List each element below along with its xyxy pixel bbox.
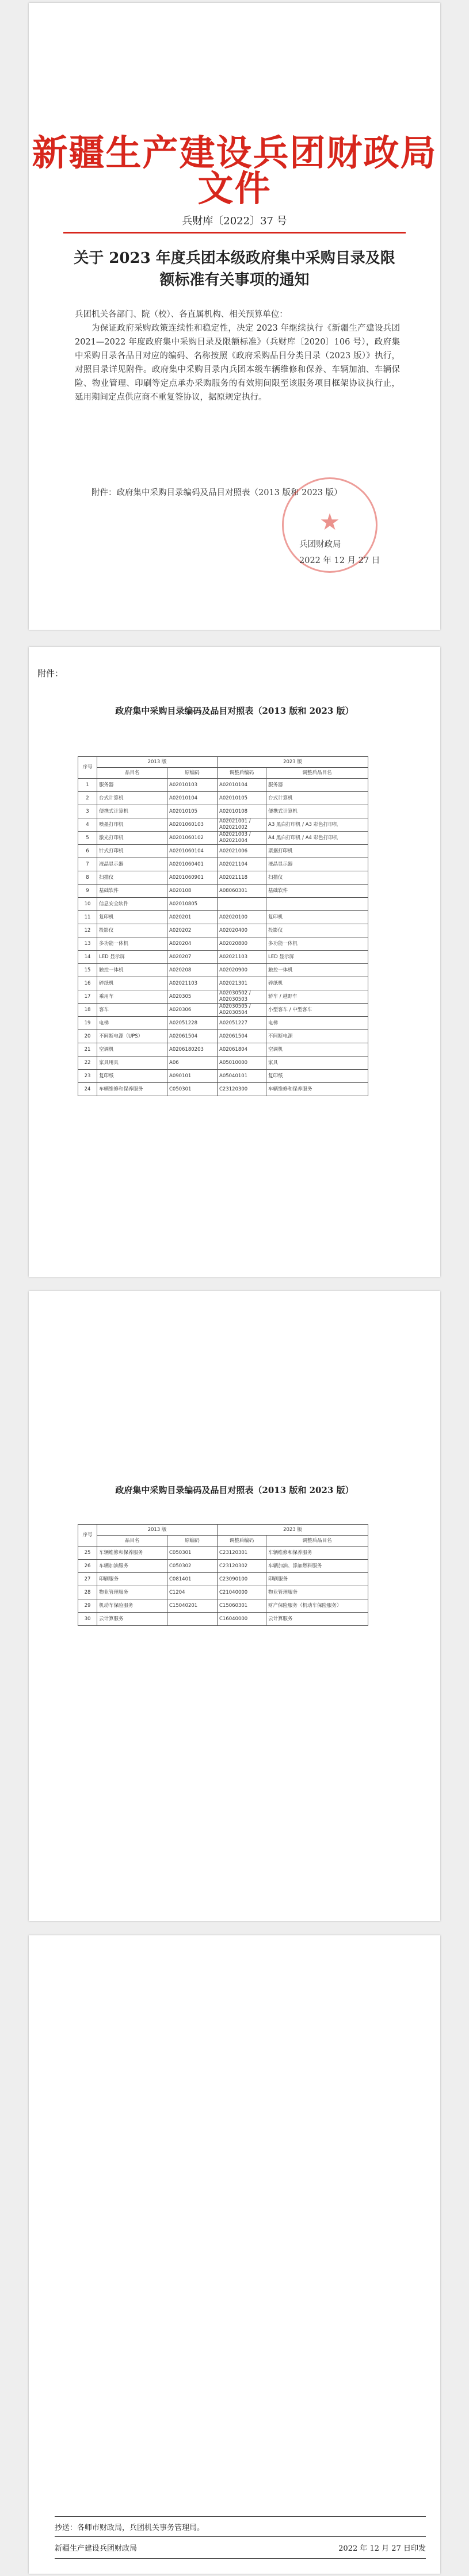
cell-code-2013: C050301 — [167, 1547, 218, 1560]
cell-name-2013: 复印机 — [97, 911, 167, 924]
cell-name-2013: 针式打印机 — [97, 845, 167, 858]
cell-code-2013: A020207 — [167, 951, 218, 964]
cell-code-2023: A02020400 — [218, 924, 266, 937]
header-seq: 序号 — [78, 1525, 97, 1547]
cell-code-2023: C21040000 — [218, 1586, 266, 1599]
cell-code-2023: A02021006 — [218, 845, 266, 858]
cell-code-2013: C050301 — [167, 1083, 218, 1096]
table-row — [78, 885, 368, 898]
table-row — [78, 832, 368, 845]
cell-code-2023: A02010105 — [218, 792, 266, 805]
table-row — [78, 990, 368, 1004]
cell-seq: 28 — [78, 1586, 97, 1599]
cell-name-2013: 信息安全软件 — [97, 898, 167, 911]
document-number: 兵财库〔2022〕37 号 — [182, 215, 287, 227]
cell-code-2013: C081401 — [167, 1573, 218, 1586]
table-row — [78, 871, 368, 885]
header-2013: 2013 版 — [97, 1525, 218, 1536]
table-row — [78, 1043, 368, 1057]
cell-seq: 20 — [78, 1030, 97, 1043]
cell-name-2013: 云计算服务 — [97, 1613, 167, 1626]
cell-seq: 30 — [78, 1613, 97, 1626]
footer-date: 2022 年 12 月 27 日印发 — [338, 2544, 426, 2553]
cell-seq: 24 — [78, 1083, 97, 1096]
cell-code-2023: C23120300 — [218, 1083, 266, 1096]
cell-code-2013: A0201060401 — [167, 858, 218, 871]
cc-line: 抄送：各师市财政局，兵团机关事务管理局。 — [55, 2516, 426, 2532]
cell-name-2013: 激光打印机 — [97, 832, 167, 845]
red-divider — [63, 232, 406, 234]
cell-seq: 9 — [78, 885, 97, 898]
table-row — [78, 1017, 368, 1030]
table-row — [78, 858, 368, 871]
page-4 — [29, 1935, 440, 2574]
cell-seq: 11 — [78, 911, 97, 924]
cell-seq: 10 — [78, 898, 97, 911]
header-code-2013: 原编码 — [167, 1536, 218, 1547]
cell-name-2013: 客车 — [97, 1004, 167, 1017]
cell-code-2023: A02020800 — [218, 937, 266, 951]
cell-name-2023: 触控一体机 — [266, 964, 368, 977]
cell-seq: 12 — [78, 924, 97, 937]
table-row — [78, 1560, 368, 1573]
cell-code-2013: A02061504 — [167, 1030, 218, 1043]
catalog-table-1 — [78, 756, 368, 1096]
official-seal: ★ — [282, 477, 378, 573]
cell-seq: 4 — [78, 818, 97, 832]
cell-seq: 13 — [78, 937, 97, 951]
cell-code-2023: C23120302 — [218, 1560, 266, 1573]
signature: 兵团财政局 — [299, 540, 341, 549]
cell-code-2023: A02030502 / A02030503 — [218, 990, 266, 1004]
cell-name-2023: 印刷服务 — [266, 1573, 368, 1586]
footer-office: 新疆生产建设兵团财政局 — [55, 2544, 138, 2553]
cell-code-2013: A0201060103 — [167, 818, 218, 832]
cell-name-2013: 家具用具 — [97, 1057, 167, 1070]
cell-code-2023: A02030505 / A02030504 — [218, 1004, 266, 1017]
salutation: 兵团机关各部门、院（校）、各直属机构、相关预算单位： — [75, 310, 288, 319]
document-title: 关于 2023 年度兵团本级政府集中采购目录及限额标准有关事项的通知 — [74, 250, 395, 289]
cell-name-2013: LED 显示屏 — [97, 951, 167, 964]
cell-seq: 3 — [78, 805, 97, 818]
cell-seq: 18 — [78, 1004, 97, 1017]
cell-name-2023: 电梯 — [266, 1017, 368, 1030]
issuer-header: 新疆生产建设兵团财政局文件 — [32, 132, 437, 209]
cell-code-2013: A0201060104 — [167, 845, 218, 858]
cell-name-2023: 车辆维修和保养服务 — [266, 1547, 368, 1560]
cell-code-2023: A05040101 — [218, 1070, 266, 1083]
cell-code-2013: A020306 — [167, 1004, 218, 1017]
cell-code-2013: A0201060901 — [167, 871, 218, 885]
cell-code-2023: A02021103 — [218, 951, 266, 964]
table-row — [78, 779, 368, 792]
cell-name-2023: A4 黑白打印机 / A4 彩色打印机 — [266, 832, 368, 845]
cell-code-2013: C1204 — [167, 1586, 218, 1599]
table-row — [78, 951, 368, 964]
table-row — [78, 1613, 368, 1626]
cell-code-2023: A05010000 — [218, 1057, 266, 1070]
cell-seq: 15 — [78, 964, 97, 977]
cell-seq: 19 — [78, 1017, 97, 1030]
cell-code-2023: C16040000 — [218, 1613, 266, 1626]
cell-code-2023: A02020900 — [218, 964, 266, 977]
cell-code-2013: A02010105 — [167, 805, 218, 818]
cell-code-2013: A0201060102 — [167, 832, 218, 845]
cell-name-2013: 车辆维修和保养服务 — [97, 1547, 167, 1560]
cell-name-2013: 不间断电源（UPS） — [97, 1030, 167, 1043]
table-row — [78, 845, 368, 858]
cell-name-2023: 服务器 — [266, 779, 368, 792]
cell-name-2023: 投影仪 — [266, 924, 368, 937]
cell-name-2023: 车辆加油、添加燃料服务 — [266, 1560, 368, 1573]
cell-code-2013: A020201 — [167, 911, 218, 924]
cell-name-2013: 基础软件 — [97, 885, 167, 898]
cell-seq: 23 — [78, 1070, 97, 1083]
cell-name-2023: 云计算服务 — [266, 1613, 368, 1626]
cell-name-2013: 液晶显示器 — [97, 858, 167, 871]
cell-code-2013: A0206180203 — [167, 1043, 218, 1057]
header-code-2023: 调整后编码 — [218, 1536, 266, 1547]
table-row — [78, 898, 368, 911]
cell-name-2013: 印刷服务 — [97, 1573, 167, 1586]
cell-name-2023: 液晶显示器 — [266, 858, 368, 871]
cell-name-2023: 空调机 — [266, 1043, 368, 1057]
cell-name-2023: LED 显示屏 — [266, 951, 368, 964]
cell-name-2023: 便携式计算机 — [266, 805, 368, 818]
cell-code-2013: A020305 — [167, 990, 218, 1004]
cell-name-2023: 轿车 / 越野车 — [266, 990, 368, 1004]
cell-name-2013: 机动车保险服务 — [97, 1599, 167, 1613]
table-row — [78, 1057, 368, 1070]
cell-name-2023: 多功能一体机 — [266, 937, 368, 951]
body-paragraph: 为保证政府采购政策连续性和稳定性，决定 2023 年继续执行《新疆生产建设兵团 2021—2022 年度政府集中采购目录及限额标准》（兵财库〔2020〕106 号），政府集中采购目录各品目对应的编码、名称按照《政府采购品目分类目录（2023 版）》执行，对照目录详见附件。政府集中采购目录内兵团本级车辆维修和保养、车辆加油、车辆保险、物业管理、印刷等定点承办采购服务的有效期间限至该服务项目框架协议执行止，延用期间定点供应商不重复签协议，据原规定执行。 — [75, 324, 400, 402]
cell-code-2023: C23120301 — [218, 1547, 266, 1560]
cell-code-2023: A02021001 / A02021002 — [218, 818, 266, 832]
cell-name-2013: 电梯 — [97, 1017, 167, 1030]
header-name-2023: 调整后品目名 — [266, 1536, 368, 1547]
cell-seq: 7 — [78, 858, 97, 871]
cell-code-2023: A02021003 / A02021004 — [218, 832, 266, 845]
cell-seq: 2 — [78, 792, 97, 805]
cell-code-2013: A02010104 — [167, 792, 218, 805]
header-name-2013: 品目名 — [97, 1536, 167, 1547]
cell-code-2013: A02010805 — [167, 898, 218, 911]
table-row — [78, 818, 368, 832]
catalog-table-2 — [78, 1524, 368, 1626]
cell-code-2013: A090101 — [167, 1070, 218, 1083]
cell-name-2013: 扫描仪 — [97, 871, 167, 885]
footer-bar — [55, 2536, 426, 2559]
cell-name-2023: 台式计算机 — [266, 792, 368, 805]
table-row — [78, 937, 368, 951]
cell-code-2013: A02051228 — [167, 1017, 218, 1030]
cell-code-2013: C15040201 — [167, 1599, 218, 1613]
cell-code-2013: A020108 — [167, 885, 218, 898]
cell-seq: 8 — [78, 871, 97, 885]
table-row — [78, 964, 368, 977]
cell-name-2013: 车辆维修和保养服务 — [97, 1083, 167, 1096]
cell-name-2023: 票据打印机 — [266, 845, 368, 858]
cell-code-2023: A02021118 — [218, 871, 266, 885]
cell-seq: 1 — [78, 779, 97, 792]
cell-name-2013: 喷墨打印机 — [97, 818, 167, 832]
cell-code-2013: A020208 — [167, 964, 218, 977]
cell-code-2013: A02021103 — [167, 977, 218, 990]
issue-date: 2022 年 12 月 27 日 — [299, 556, 380, 565]
cell-code-2023: A08060301 — [218, 885, 266, 898]
table-row — [78, 1004, 368, 1017]
document-body — [75, 308, 400, 404]
cell-seq: 26 — [78, 1560, 97, 1573]
cell-code-2013: A020204 — [167, 937, 218, 951]
table-row — [78, 792, 368, 805]
table-row — [78, 1083, 368, 1096]
cell-code-2023: A02010104 — [218, 779, 266, 792]
cell-name-2013: 车辆加油服务 — [97, 1560, 167, 1573]
cell-name-2023: 基础软件 — [266, 885, 368, 898]
cell-name-2023: A3 黑白打印机 / A3 彩色打印机 — [266, 818, 368, 832]
cell-code-2023: C15060301 — [218, 1599, 266, 1613]
table-row — [78, 805, 368, 818]
cell-code-2013: C050302 — [167, 1560, 218, 1573]
cell-code-2023: A02021301 — [218, 977, 266, 990]
cell-name-2013: 空调机 — [97, 1043, 167, 1057]
cell-seq: 5 — [78, 832, 97, 845]
cell-name-2023: 复印纸 — [266, 1070, 368, 1083]
cell-code-2013: A06 — [167, 1057, 218, 1070]
table-row — [78, 977, 368, 990]
cell-code-2013 — [167, 1613, 218, 1626]
table-title-continued: 政府集中采购目录编码及品目对照表（2013 版和 2023 版） — [115, 1485, 354, 1495]
cell-seq: 21 — [78, 1043, 97, 1057]
header-code-2013: 原编码 — [167, 768, 218, 779]
attachment-note: 附件：政府集中采购目录编码及品目对照表（2013 版和 2023 版） — [91, 488, 342, 497]
header-2023: 2023 版 — [218, 757, 368, 768]
cell-code-2023: C23090100 — [218, 1573, 266, 1586]
table-title: 政府集中采购目录编码及品目对照表（2013 版和 2023 版） — [115, 706, 354, 716]
cell-code-2013: A020202 — [167, 924, 218, 937]
cell-name-2023: 不间断电源 — [266, 1030, 368, 1043]
table-row — [78, 1547, 368, 1560]
header-name-2023: 调整后品目名 — [266, 768, 368, 779]
cell-seq: 16 — [78, 977, 97, 990]
cell-name-2013: 碎纸机 — [97, 977, 167, 990]
cell-seq: 6 — [78, 845, 97, 858]
cell-name-2013: 投影仪 — [97, 924, 167, 937]
cell-name-2013: 服务器 — [97, 779, 167, 792]
cell-name-2013: 乘用车 — [97, 990, 167, 1004]
cell-code-2023: A02051227 — [218, 1017, 266, 1030]
cell-code-2023: A02061504 — [218, 1030, 266, 1043]
table-row — [78, 1586, 368, 1599]
cell-name-2023 — [266, 898, 368, 911]
cell-name-2023: 碎纸机 — [266, 977, 368, 990]
cell-name-2013: 多功能一体机 — [97, 937, 167, 951]
table-row — [78, 1030, 368, 1043]
cell-name-2023: 家具 — [266, 1057, 368, 1070]
cell-name-2023: 小型客车 / 中型客车 — [266, 1004, 368, 1017]
cell-seq: 29 — [78, 1599, 97, 1613]
table-row — [78, 1070, 368, 1083]
table-row — [78, 911, 368, 924]
cell-code-2013: A02010103 — [167, 779, 218, 792]
cell-seq: 27 — [78, 1573, 97, 1586]
header-2023: 2023 版 — [218, 1525, 368, 1536]
cell-seq: 25 — [78, 1547, 97, 1560]
cell-name-2013: 便携式计算机 — [97, 805, 167, 818]
cell-code-2023: A02010108 — [218, 805, 266, 818]
cell-name-2013: 物业管理服务 — [97, 1586, 167, 1599]
header-2013: 2013 版 — [97, 757, 218, 768]
cell-name-2023: 车辆维修和保养服务 — [266, 1083, 368, 1096]
cell-code-2023: A02061804 — [218, 1043, 266, 1057]
cell-code-2023: A02021104 — [218, 858, 266, 871]
header-code-2023: 调整后编码 — [218, 768, 266, 779]
header-seq: 序号 — [78, 757, 97, 779]
cell-name-2023: 物业管理服务 — [266, 1586, 368, 1599]
table-row — [78, 1599, 368, 1613]
cell-code-2023 — [218, 898, 266, 911]
header-name-2013: 品目名 — [97, 768, 167, 779]
cell-name-2013: 复印纸 — [97, 1070, 167, 1083]
cell-seq: 22 — [78, 1057, 97, 1070]
page-1 — [29, 3, 440, 630]
cell-name-2023: 扫描仪 — [266, 871, 368, 885]
cell-name-2013: 触控一体机 — [97, 964, 167, 977]
cell-name-2023: 复印机 — [266, 911, 368, 924]
cell-name-2013: 台式计算机 — [97, 792, 167, 805]
cell-seq: 17 — [78, 990, 97, 1004]
cell-code-2023: A02020100 — [218, 911, 266, 924]
attachment-label: 附件： — [37, 668, 64, 679]
table-row — [78, 924, 368, 937]
cell-name-2023: 财产保险服务（机动车保险服务） — [266, 1599, 368, 1613]
cell-seq: 14 — [78, 951, 97, 964]
table-row — [78, 1573, 368, 1586]
